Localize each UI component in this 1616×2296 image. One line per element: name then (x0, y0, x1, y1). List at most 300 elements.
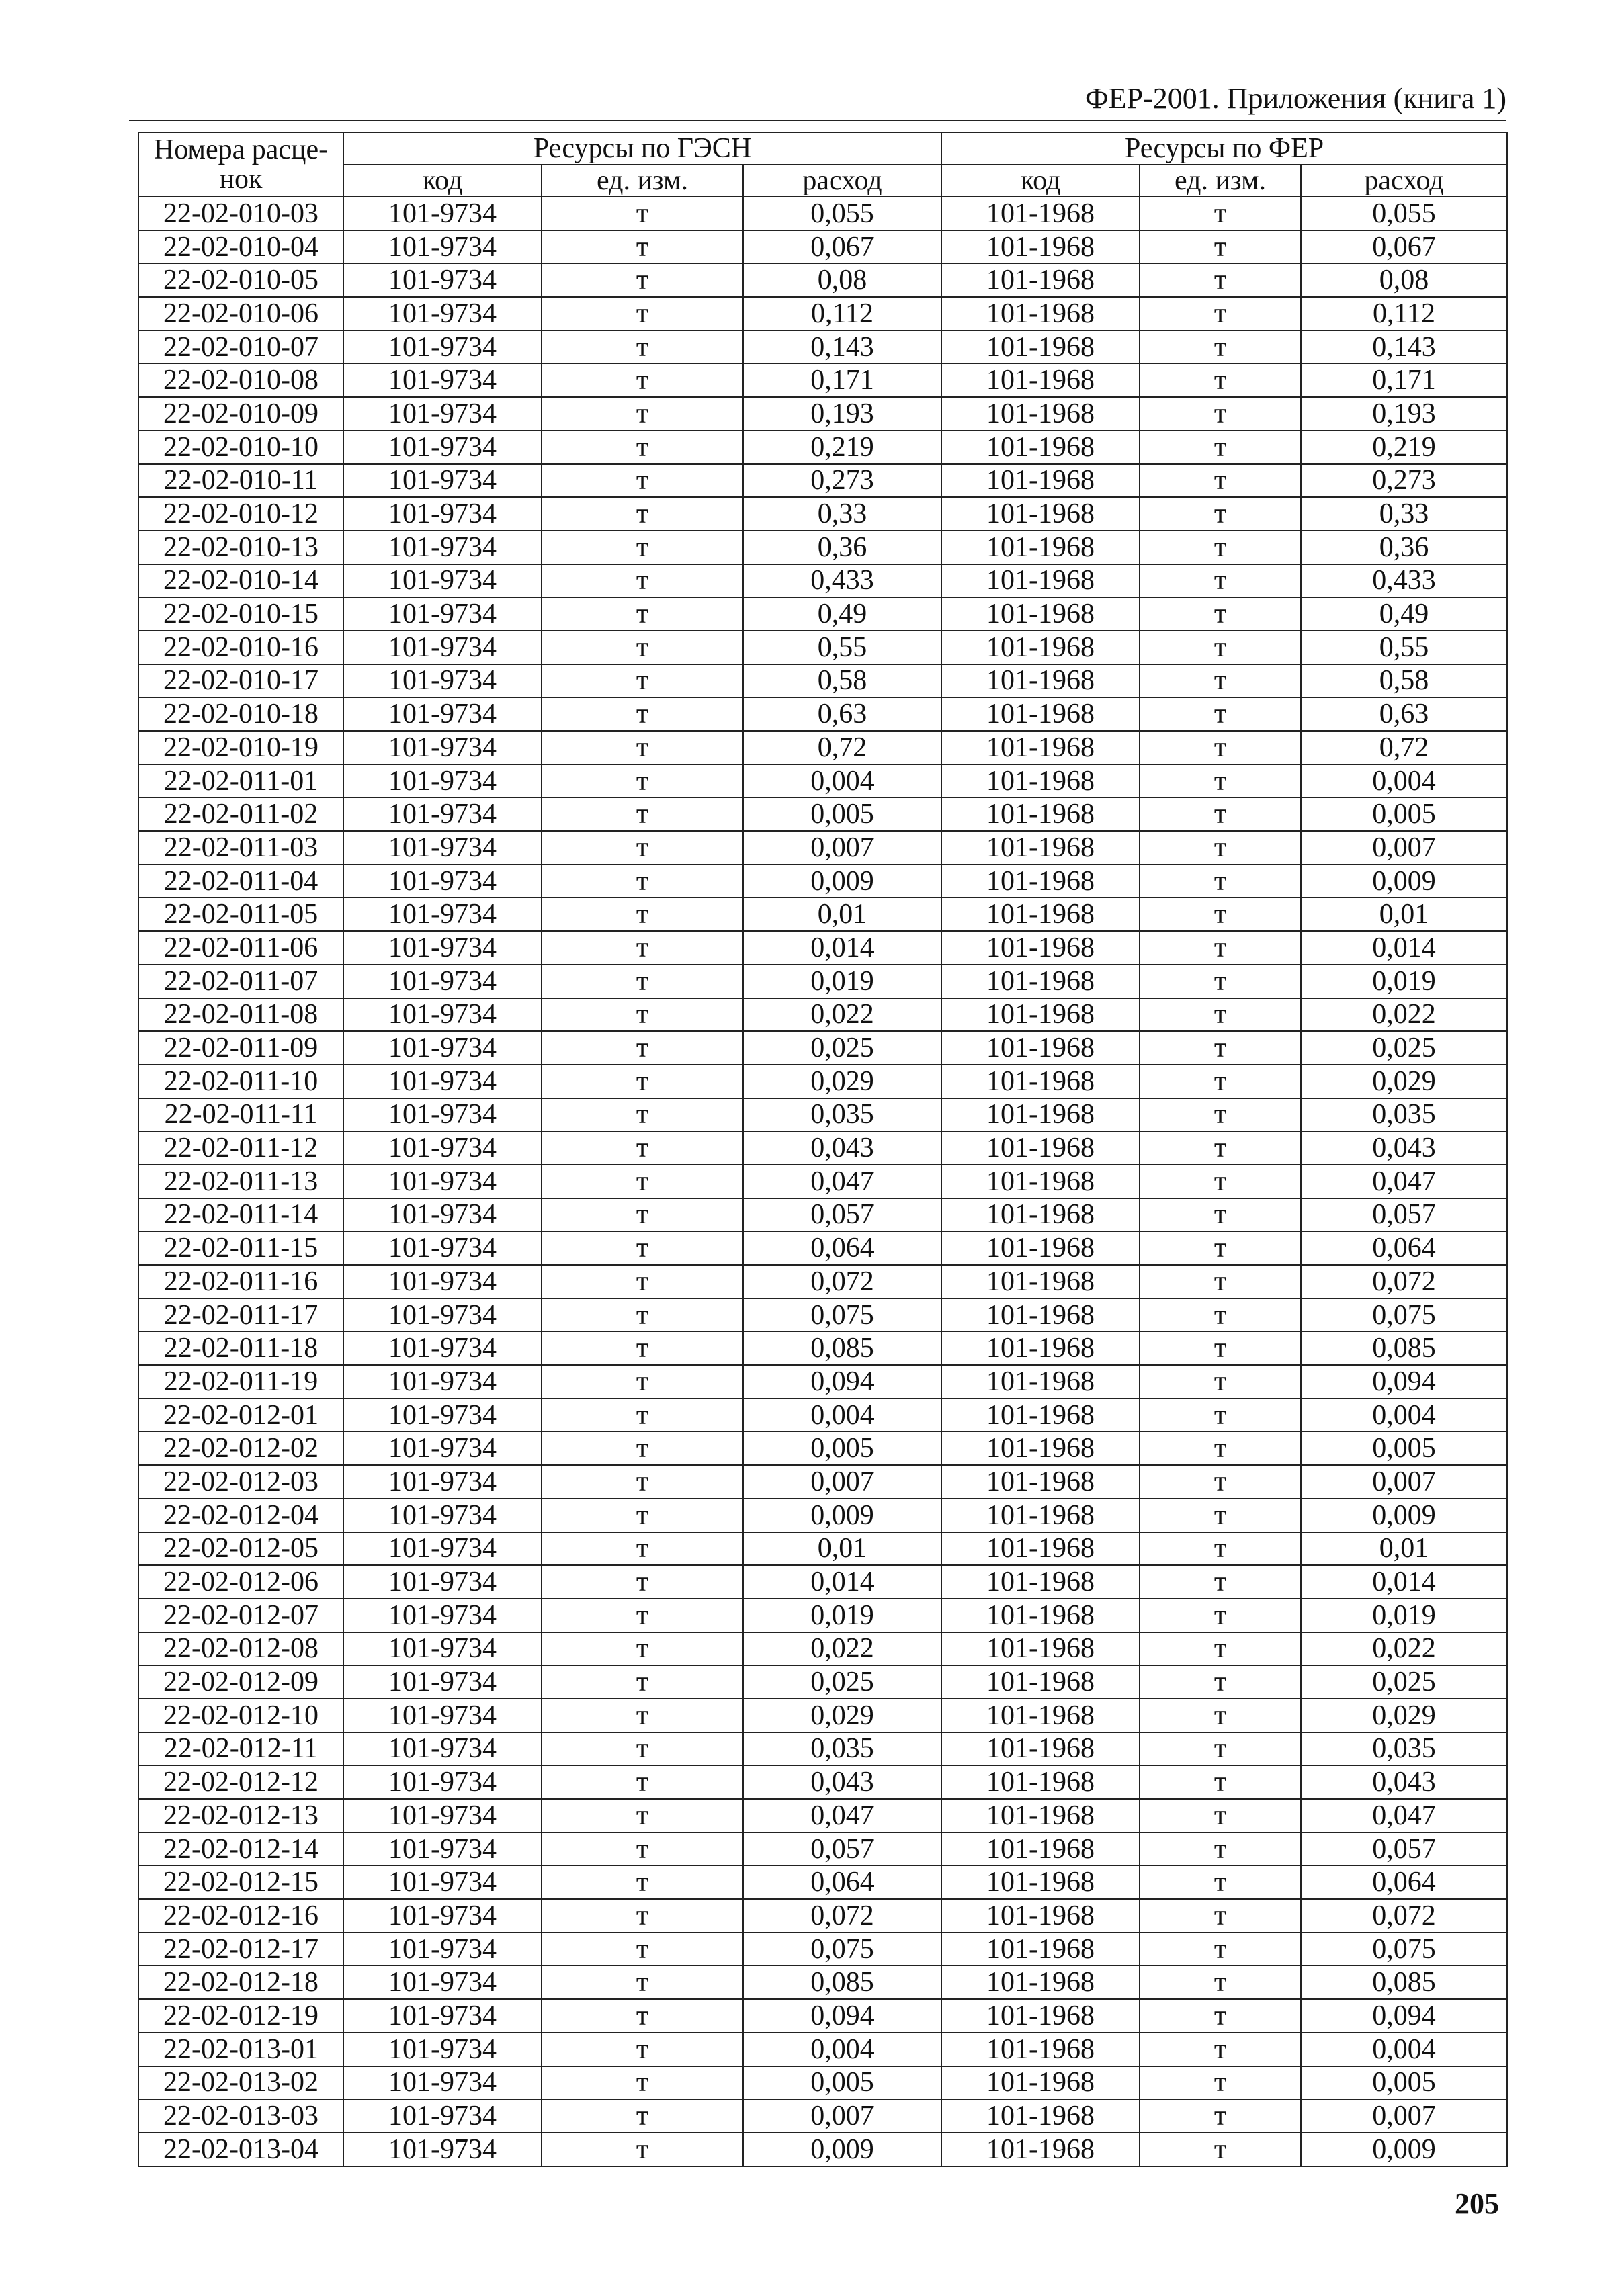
table-row (138, 1431, 1507, 1465)
gesn-unit-cell: т (542, 1365, 743, 1399)
table-row (138, 1131, 1507, 1165)
rate-number-cell: 22-02-010-15 (138, 597, 343, 631)
table-row (138, 931, 1507, 965)
fer-rate-cell: 0,143 (1301, 330, 1507, 364)
table-row (138, 965, 1507, 998)
gesn-code-cell: 101-9734 (343, 1499, 542, 1532)
fer-code-cell: 101-1968 (941, 1499, 1140, 1532)
gesn-rate-cell: 0,49 (743, 597, 941, 631)
gesn-unit-cell: т (542, 865, 743, 898)
gesn-rate-cell: 0,33 (743, 497, 941, 531)
fer-rate-cell: 0,55 (1301, 631, 1507, 664)
gesn-unit-cell: т (542, 697, 743, 731)
gesn-rate-cell: 0,035 (743, 1732, 941, 1766)
gesn-rate-cell: 0,273 (743, 464, 941, 498)
gesn-code-cell: 101-9734 (343, 1632, 542, 1666)
gesn-code-cell: 101-9734 (343, 1732, 542, 1766)
gesn-rate-cell: 0,072 (743, 1265, 941, 1298)
rate-number-cell: 22-02-012-12 (138, 1765, 343, 1799)
fer-code-cell: 101-1968 (941, 1599, 1140, 1632)
gesn-code-cell: 101-9734 (343, 464, 542, 498)
fer-unit-cell: т (1140, 464, 1301, 498)
fer-unit-cell: т (1140, 1865, 1301, 1899)
rate-number-cell: 22-02-012-19 (138, 1999, 343, 2033)
gesn-code-cell: 101-9734 (343, 330, 542, 364)
gesn-unit-cell: т (542, 965, 743, 998)
fer-rate-cell: 0,055 (1301, 197, 1507, 230)
gesn-rate-cell: 0,025 (743, 1031, 941, 1065)
gesn-unit-cell: т (542, 731, 743, 764)
fer-code-cell: 101-1968 (941, 1765, 1140, 1799)
fer-unit-cell: т (1140, 1131, 1301, 1165)
table-row (138, 1799, 1507, 1833)
fer-unit-header: ед. изм. (1140, 165, 1301, 197)
rate-number-cell: 22-02-012-16 (138, 1899, 343, 1933)
gesn-code-cell: 101-9734 (343, 1966, 542, 1999)
table-row (138, 531, 1507, 564)
fer-rate-cell: 0,019 (1301, 965, 1507, 998)
table-row (138, 1665, 1507, 1699)
gesn-code-cell: 101-9734 (343, 2066, 542, 2100)
fer-code-cell: 101-1968 (941, 2033, 1140, 2066)
gesn-code-cell: 101-9734 (343, 1298, 542, 1332)
table-row (138, 297, 1507, 330)
fer-code-cell: 101-1968 (941, 1365, 1140, 1399)
table-row (138, 1532, 1507, 1566)
rate-number-cell: 22-02-012-13 (138, 1799, 343, 1833)
fer-unit-cell: т (1140, 1231, 1301, 1265)
fer-code-cell: 101-1968 (941, 431, 1140, 464)
rate-number-cell: 22-02-010-14 (138, 564, 343, 598)
gesn-code-cell: 101-9734 (343, 597, 542, 631)
gesn-unit-cell: т (542, 1165, 743, 1198)
rate-number-cell: 22-02-012-06 (138, 1565, 343, 1599)
gesn-unit-cell: т (542, 1265, 743, 1298)
fer-code-cell: 101-1968 (941, 1399, 1140, 1432)
gesn-rate-cell: 0,005 (743, 797, 941, 831)
fer-rate-cell: 0,057 (1301, 1198, 1507, 1232)
rate-number-cell: 22-02-011-11 (138, 1098, 343, 1132)
gesn-rate-cell: 0,014 (743, 1565, 941, 1599)
fer-rate-cell: 0,004 (1301, 1399, 1507, 1432)
fer-code-cell: 101-1968 (941, 865, 1140, 898)
table-row (138, 1699, 1507, 1732)
gesn-unit-cell: т (542, 2033, 743, 2066)
table-row (138, 597, 1507, 631)
gesn-unit-cell: т (542, 1298, 743, 1332)
table-row (138, 2099, 1507, 2133)
table-row (138, 1899, 1507, 1933)
fer-code-cell: 101-1968 (941, 597, 1140, 631)
gesn-code-cell: 101-9734 (343, 1131, 542, 1165)
fer-rate-cell: 0,035 (1301, 1732, 1507, 1766)
fer-code-cell: 101-1968 (941, 1632, 1140, 1666)
fer-unit-cell: т (1140, 330, 1301, 364)
gesn-unit-cell: т (542, 1665, 743, 1699)
rate-number-cell: 22-02-010-12 (138, 497, 343, 531)
page-number: 205 (1455, 2187, 1499, 2220)
gesn-rate-cell: 0,094 (743, 1365, 941, 1399)
fer-unit-cell: т (1140, 1999, 1301, 2033)
fer-unit-cell: т (1140, 1165, 1301, 1198)
fer-unit-cell: т (1140, 1098, 1301, 1132)
rate-number-cell: 22-02-011-03 (138, 831, 343, 865)
gesn-rate-cell: 0,047 (743, 1799, 941, 1833)
gesn-code-header: код (343, 165, 542, 197)
gesn-unit-cell: т (542, 263, 743, 297)
gesn-rate-cell: 0,01 (743, 1532, 941, 1566)
fer-code-cell: 101-1968 (941, 1098, 1140, 1132)
fer-code-cell: 101-1968 (941, 2133, 1140, 2166)
gesn-code-cell: 101-9734 (343, 1765, 542, 1799)
resources-table (138, 132, 1508, 2167)
rate-number-cell: 22-02-010-05 (138, 263, 343, 297)
fer-code-cell: 101-1968 (941, 998, 1140, 1032)
fer-rate-cell: 0,007 (1301, 1465, 1507, 1499)
gesn-code-cell: 101-9734 (343, 831, 542, 865)
gesn-unit-cell: т (542, 1565, 743, 1599)
gesn-rate-cell: 0,057 (743, 1198, 941, 1232)
gesn-unit-cell: т (542, 1065, 743, 1098)
gesn-unit-cell: т (542, 897, 743, 931)
fer-code-cell: 101-1968 (941, 1933, 1140, 1966)
gesn-rate-header: расход (743, 165, 941, 197)
gesn-code-cell: 101-9734 (343, 631, 542, 664)
gesn-unit-cell: т (542, 597, 743, 631)
gesn-code-cell: 101-9734 (343, 897, 542, 931)
fer-code-cell: 101-1968 (941, 1833, 1140, 1866)
gesn-unit-cell: т (542, 1098, 743, 1132)
fer-code-cell: 101-1968 (941, 764, 1140, 798)
rate-number-cell: 22-02-011-01 (138, 764, 343, 798)
rate-number-cell: 22-02-012-03 (138, 1465, 343, 1499)
fer-unit-cell: т (1140, 1565, 1301, 1599)
fer-code-cell: 101-1968 (941, 897, 1140, 931)
gesn-group-header: Ресурсы по ГЭСН (343, 132, 941, 165)
fer-unit-cell: т (1140, 1331, 1301, 1365)
rate-number-cell: 22-02-010-19 (138, 731, 343, 764)
rate-number-cell: 22-02-011-15 (138, 1231, 343, 1265)
table-row (138, 631, 1507, 664)
gesn-unit-cell: т (542, 564, 743, 598)
gesn-unit-cell: т (542, 998, 743, 1032)
fer-code-cell: 101-1968 (941, 564, 1140, 598)
table-body (138, 197, 1507, 2166)
gesn-code-cell: 101-9734 (343, 497, 542, 531)
table-row (138, 797, 1507, 831)
fer-code-cell: 101-1968 (941, 363, 1140, 397)
gesn-code-cell: 101-9734 (343, 363, 542, 397)
table-header (138, 132, 1507, 197)
fer-code-cell: 101-1968 (941, 1865, 1140, 1899)
fer-rate-cell: 0,433 (1301, 564, 1507, 598)
fer-rate-cell: 0,112 (1301, 297, 1507, 330)
gesn-code-cell: 101-9734 (343, 797, 542, 831)
gesn-code-cell: 101-9734 (343, 1665, 542, 1699)
table-row (138, 897, 1507, 931)
rate-number-cell: 22-02-013-04 (138, 2133, 343, 2166)
rate-number-cell: 22-02-012-10 (138, 1699, 343, 1732)
fer-unit-cell: т (1140, 1699, 1301, 1732)
gesn-code-cell: 101-9734 (343, 1165, 542, 1198)
gesn-unit-cell: т (542, 1966, 743, 1999)
fer-unit-cell: т (1140, 2066, 1301, 2100)
gesn-unit-cell: т (542, 1833, 743, 1866)
gesn-unit-cell: т (542, 831, 743, 865)
fer-rate-cell: 0,01 (1301, 1532, 1507, 1566)
gesn-rate-cell: 0,36 (743, 531, 941, 564)
gesn-rate-cell: 0,007 (743, 1465, 941, 1499)
gesn-code-cell: 101-9734 (343, 1465, 542, 1499)
gesn-code-cell: 101-9734 (343, 1331, 542, 1365)
gesn-unit-cell: т (542, 2099, 743, 2133)
fer-rate-cell: 0,009 (1301, 2133, 1507, 2166)
gesn-code-cell: 101-9734 (343, 1799, 542, 1833)
rate-number-cell: 22-02-013-02 (138, 2066, 343, 2100)
fer-code-cell: 101-1968 (941, 263, 1140, 297)
fer-rate-cell: 0,025 (1301, 1031, 1507, 1065)
gesn-unit-cell: т (542, 1231, 743, 1265)
fer-rate-cell: 0,193 (1301, 397, 1507, 431)
rate-number-cell: 22-02-010-10 (138, 431, 343, 464)
gesn-unit-cell: т (542, 1131, 743, 1165)
table-row (138, 731, 1507, 764)
fer-code-cell: 101-1968 (941, 1665, 1140, 1699)
rate-number-cell: 22-02-011-14 (138, 1198, 343, 1232)
fer-rate-cell: 0,273 (1301, 464, 1507, 498)
fer-code-cell: 101-1968 (941, 631, 1140, 664)
gesn-unit-cell: т (542, 1599, 743, 1632)
fer-rate-cell: 0,035 (1301, 1098, 1507, 1132)
gesn-unit-cell: т (542, 431, 743, 464)
gesn-code-cell: 101-9734 (343, 865, 542, 898)
rate-number-cell: 22-02-011-17 (138, 1298, 343, 1332)
rate-number-cell: 22-02-011-13 (138, 1165, 343, 1198)
table-row (138, 764, 1507, 798)
fer-code-cell: 101-1968 (941, 1699, 1140, 1732)
fer-rate-cell: 0,171 (1301, 363, 1507, 397)
gesn-unit-cell: т (542, 1465, 743, 1499)
table-row (138, 1499, 1507, 1532)
rate-number-cell: 22-02-010-11 (138, 464, 343, 498)
rate-number-cell: 22-02-011-09 (138, 1031, 343, 1065)
table-row (138, 564, 1507, 598)
fer-code-cell: 101-1968 (941, 1331, 1140, 1365)
gesn-code-cell: 101-9734 (343, 931, 542, 965)
fer-code-cell: 101-1968 (941, 1198, 1140, 1232)
fer-unit-cell: т (1140, 998, 1301, 1032)
gesn-unit-cell: т (542, 764, 743, 798)
fer-unit-cell: т (1140, 564, 1301, 598)
fer-code-cell: 101-1968 (941, 1298, 1140, 1332)
gesn-code-cell: 101-9734 (343, 1365, 542, 1399)
fer-unit-cell: т (1140, 197, 1301, 230)
fer-rate-cell: 0,219 (1301, 431, 1507, 464)
fer-unit-cell: т (1140, 831, 1301, 865)
gesn-rate-cell: 0,193 (743, 397, 941, 431)
fer-code-cell: 101-1968 (941, 1899, 1140, 1933)
rate-number-cell: 22-02-012-04 (138, 1499, 343, 1532)
table-row (138, 865, 1507, 898)
table-row (138, 1298, 1507, 1332)
gesn-code-cell: 101-9734 (343, 1699, 542, 1732)
fer-unit-cell: т (1140, 731, 1301, 764)
gesn-code-cell: 101-9734 (343, 1899, 542, 1933)
gesn-rate-cell: 0,043 (743, 1131, 941, 1165)
fer-unit-cell: т (1140, 263, 1301, 297)
gesn-code-cell: 101-9734 (343, 1933, 542, 1966)
fer-code-cell: 101-1968 (941, 1465, 1140, 1499)
fer-unit-cell: т (1140, 1465, 1301, 1499)
fer-unit-cell: т (1140, 1065, 1301, 1098)
gesn-rate-cell: 0,009 (743, 865, 941, 898)
fer-unit-cell: т (1140, 965, 1301, 998)
rate-number-cell: 22-02-012-15 (138, 1865, 343, 1899)
fer-code-cell: 101-1968 (941, 664, 1140, 698)
gesn-rate-cell: 0,72 (743, 731, 941, 764)
fer-code-cell: 101-1968 (941, 931, 1140, 965)
fer-unit-cell: т (1140, 897, 1301, 931)
table-row (138, 330, 1507, 364)
gesn-code-cell: 101-9734 (343, 1833, 542, 1866)
fer-rate-cell: 0,009 (1301, 865, 1507, 898)
gesn-rate-cell: 0,067 (743, 230, 941, 264)
fer-code-header: код (941, 165, 1140, 197)
rate-number-cell: 22-02-010-17 (138, 664, 343, 698)
rate-number-header (138, 132, 343, 197)
rate-number-cell: 22-02-010-16 (138, 631, 343, 664)
gesn-rate-cell: 0,63 (743, 697, 941, 731)
fer-rate-cell: 0,067 (1301, 230, 1507, 264)
rate-number-cell: 22-02-010-13 (138, 531, 343, 564)
rate-number-cell: 22-02-010-03 (138, 197, 343, 230)
gesn-code-cell: 101-9734 (343, 1231, 542, 1265)
rate-number-header-label: Номера расце-нок (153, 134, 329, 195)
rate-number-cell: 22-02-012-18 (138, 1966, 343, 1999)
fer-code-cell: 101-1968 (941, 1799, 1140, 1833)
table-row (138, 998, 1507, 1032)
gesn-code-cell: 101-9734 (343, 2033, 542, 2066)
gesn-rate-cell: 0,014 (743, 931, 941, 965)
gesn-unit-cell: т (542, 363, 743, 397)
table-row (138, 197, 1507, 230)
gesn-unit-cell: т (542, 1999, 743, 2033)
fer-code-cell: 101-1968 (941, 230, 1140, 264)
fer-code-cell: 101-1968 (941, 2099, 1140, 2133)
fer-code-cell: 101-1968 (941, 1732, 1140, 1766)
gesn-rate-cell: 0,005 (743, 2066, 941, 2100)
fer-rate-cell: 0,057 (1301, 1833, 1507, 1866)
fer-unit-cell: т (1140, 2133, 1301, 2166)
table-row (138, 1632, 1507, 1666)
fer-code-cell: 101-1968 (941, 1131, 1140, 1165)
fer-rate-cell: 0,004 (1301, 764, 1507, 798)
gesn-code-cell: 101-9734 (343, 1065, 542, 1098)
gesn-code-cell: 101-9734 (343, 1532, 542, 1566)
gesn-rate-cell: 0,029 (743, 1699, 941, 1732)
fer-rate-cell: 0,022 (1301, 998, 1507, 1032)
gesn-unit-cell: т (542, 1499, 743, 1532)
fer-rate-cell: 0,08 (1301, 263, 1507, 297)
fer-rate-cell: 0,49 (1301, 597, 1507, 631)
fer-rate-cell: 0,005 (1301, 1431, 1507, 1465)
gesn-unit-cell: т (542, 631, 743, 664)
gesn-rate-cell: 0,219 (743, 431, 941, 464)
fer-rate-cell: 0,33 (1301, 497, 1507, 531)
gesn-unit-cell: т (542, 230, 743, 264)
fer-unit-cell: т (1140, 1966, 1301, 1999)
gesn-unit-cell: т (542, 797, 743, 831)
fer-unit-cell: т (1140, 1365, 1301, 1399)
gesn-rate-cell: 0,047 (743, 1165, 941, 1198)
gesn-unit-cell: т (542, 1799, 743, 1833)
gesn-rate-cell: 0,08 (743, 263, 941, 297)
fer-rate-cell: 0,072 (1301, 1899, 1507, 1933)
gesn-code-cell: 101-9734 (343, 431, 542, 464)
gesn-unit-cell: т (542, 497, 743, 531)
fer-code-cell: 101-1968 (941, 831, 1140, 865)
rate-number-cell: 22-02-012-05 (138, 1532, 343, 1566)
table-row (138, 664, 1507, 698)
table-row (138, 1231, 1507, 1265)
fer-rate-cell: 0,005 (1301, 2066, 1507, 2100)
fer-rate-cell: 0,043 (1301, 1765, 1507, 1799)
gesn-rate-cell: 0,035 (743, 1098, 941, 1132)
gesn-code-cell: 101-9734 (343, 731, 542, 764)
fer-unit-cell: т (1140, 431, 1301, 464)
gesn-code-cell: 101-9734 (343, 764, 542, 798)
gesn-unit-cell: т (542, 931, 743, 965)
table-row (138, 1365, 1507, 1399)
rate-number-cell: 22-02-011-12 (138, 1131, 343, 1165)
gesn-code-cell: 101-9734 (343, 397, 542, 431)
gesn-rate-cell: 0,004 (743, 764, 941, 798)
table-row (138, 1198, 1507, 1232)
fer-rate-cell: 0,047 (1301, 1799, 1507, 1833)
fer-code-cell: 101-1968 (941, 397, 1140, 431)
fer-unit-cell: т (1140, 2033, 1301, 2066)
fer-unit-cell: т (1140, 1031, 1301, 1065)
gesn-unit-cell: т (542, 1198, 743, 1232)
fer-unit-cell: т (1140, 631, 1301, 664)
table-row (138, 1098, 1507, 1132)
fer-rate-cell: 0,005 (1301, 797, 1507, 831)
rate-number-cell: 22-02-011-07 (138, 965, 343, 998)
fer-rate-cell: 0,63 (1301, 697, 1507, 731)
gesn-unit-cell: т (542, 1431, 743, 1465)
fer-code-cell: 101-1968 (941, 2066, 1140, 2100)
fer-unit-cell: т (1140, 1632, 1301, 1666)
fer-rate-cell: 0,085 (1301, 1966, 1507, 1999)
gesn-code-cell: 101-9734 (343, 998, 542, 1032)
gesn-rate-cell: 0,057 (743, 1833, 941, 1866)
fer-rate-cell: 0,007 (1301, 831, 1507, 865)
gesn-code-cell: 101-9734 (343, 230, 542, 264)
rate-number-cell: 22-02-012-02 (138, 1431, 343, 1465)
rate-number-cell: 22-02-010-06 (138, 297, 343, 330)
rate-number-cell: 22-02-010-18 (138, 697, 343, 731)
gesn-code-cell: 101-9734 (343, 1198, 542, 1232)
gesn-code-cell: 101-9734 (343, 1098, 542, 1132)
rate-number-cell: 22-02-011-16 (138, 1265, 343, 1298)
page-header-title: ФЕР-2001. Приложения (книга 1) (1085, 82, 1506, 115)
fer-rate-cell: 0,064 (1301, 1231, 1507, 1265)
table-row (138, 1399, 1507, 1432)
fer-unit-cell: т (1140, 1833, 1301, 1866)
fer-rate-cell: 0,094 (1301, 1999, 1507, 2033)
gesn-rate-cell: 0,055 (743, 197, 941, 230)
fer-unit-cell: т (1140, 1899, 1301, 1933)
